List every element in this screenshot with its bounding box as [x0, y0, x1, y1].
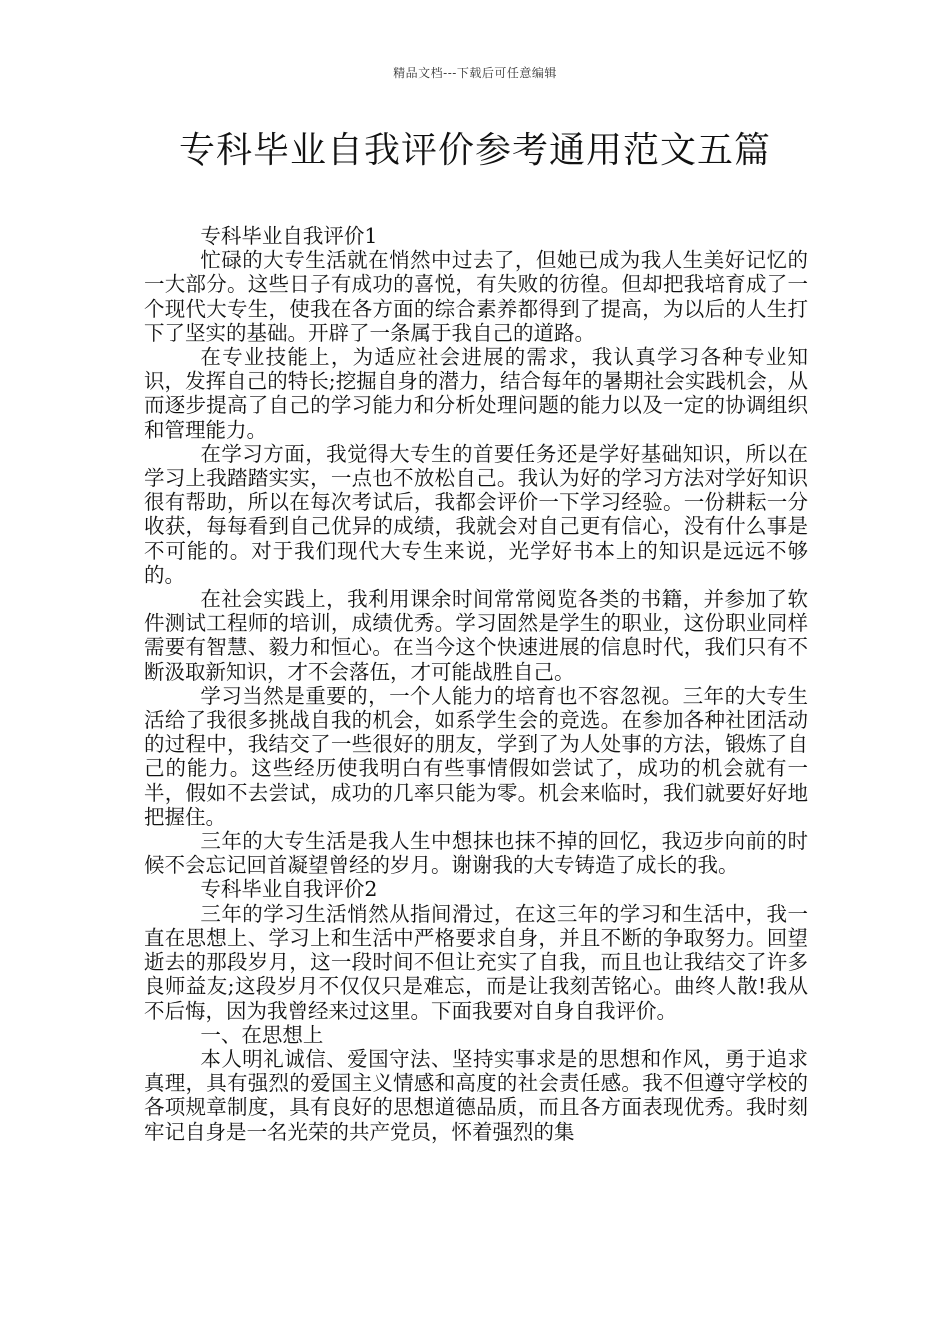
section-heading-1: 专科毕业自我评价1 — [200, 224, 378, 248]
section-heading-2: 专科毕业自我评价2 — [200, 877, 378, 902]
subsection-heading: 一、在思想上 — [200, 1022, 324, 1047]
body-paragraph: 三年的学习生活悄然从指间滑过，在这三年的学习和生活中，我一直在思想上、学习上和生活中严格要求自身，并且不断的争取努力。回望逝去的那段岁月，这一段时间不但让充实了自我，而且也让我结交了许多良师益友;这段岁月不仅仅只是难忘，而是让我刻苦铭心。曲终人散!我从不后悔，因为我曾经来过这里。下面我要对自身自我评价。 — [144, 901, 808, 1023]
body-paragraph: 学习当然是重要的，一个人能力的培育也不容忽视。三年的大专生活给了我很多挑战自我的机会，如系学生会的竞选。在参加各种社团活动的过程中，我结交了一些很好的朋友，学到了为人处事的方法，锻炼了自己的能力。这些经历使我明白有些事情假如尝试了，成功的机会就有一半，假如不去尝试，成功的几率只能为零。机会来临时，我们就要好好地把握住。 — [144, 683, 808, 829]
body-paragraph: 在专业技能上，为适应社会进展的需求，我认真学习各种专业知识，发挥自己的特长;挖掘自身的潜力，结合每年的暑期社会实践机会，从而逐步提高了自己的学习能力和分析处理问题的能力以及一定的协调组织和管理能力。 — [144, 345, 808, 442]
body-paragraph: 忙碌的大专生活就在悄然中过去了，但她已成为我人生美好记忆的一大部分。这些日子有成功的喜悦，有失败的彷徨。但却把我培育成了一个现代大专生，使我在各方面的综合素养都得到了提高，为以后的人生打下了坚实的基础。开辟了一条属于我自己的道路。 — [144, 248, 808, 345]
page-header: 精品文档---下载后可任意编辑 — [393, 66, 557, 80]
body-paragraph: 在学习方面，我觉得大专生的首要任务还是学好基础知识，所以在学习上我踏踏实实，一点也不放松自己。我认为好的学习方法对学好知识很有帮助，所以在每次考试后，我都会评价一下学习经验。一份耕耘一分收获，每每看到自己优异的成绩，我就会对自己更有信心，没有什么事是不可能的。对于我们现代大专生来说，光学好书本上的知识是远远不够的。 — [144, 441, 808, 587]
body-paragraph: 三年的大专生活是我人生中想抹也抹不掉的回忆，我迈步向前的时候不会忘记回首凝望曾经的岁月。谢谢我的大专铸造了成长的我。 — [144, 829, 808, 878]
body-paragraph: 本人明礼诚信、爱国守法、坚持实事求是的思想和作风，勇于追求真理，具有强烈的爱国主义情感和高度的社会责任感。我不但遵守学校的各项规章制度，具有良好的思想道德品质，而且各方面表现优秀。我时刻牢记自身是一名光荣的共产党员，怀着强烈的集 — [144, 1046, 808, 1144]
document-body — [144, 224, 808, 1144]
document-title: 专科毕业自我评价参考通用范文五篇 — [178, 130, 771, 171]
body-paragraph: 在社会实践上，我利用课余时间常常阅览各类的书籍，并参加了软件测试工程师的培训，成绩优秀。学习固然是学生的职业，这份职业同样需要有智慧、毅力和恒心。在当今这个快速进展的信息时代，我们只有不断汲取新知识，才不会落伍，才可能战胜自己。 — [144, 587, 808, 684]
